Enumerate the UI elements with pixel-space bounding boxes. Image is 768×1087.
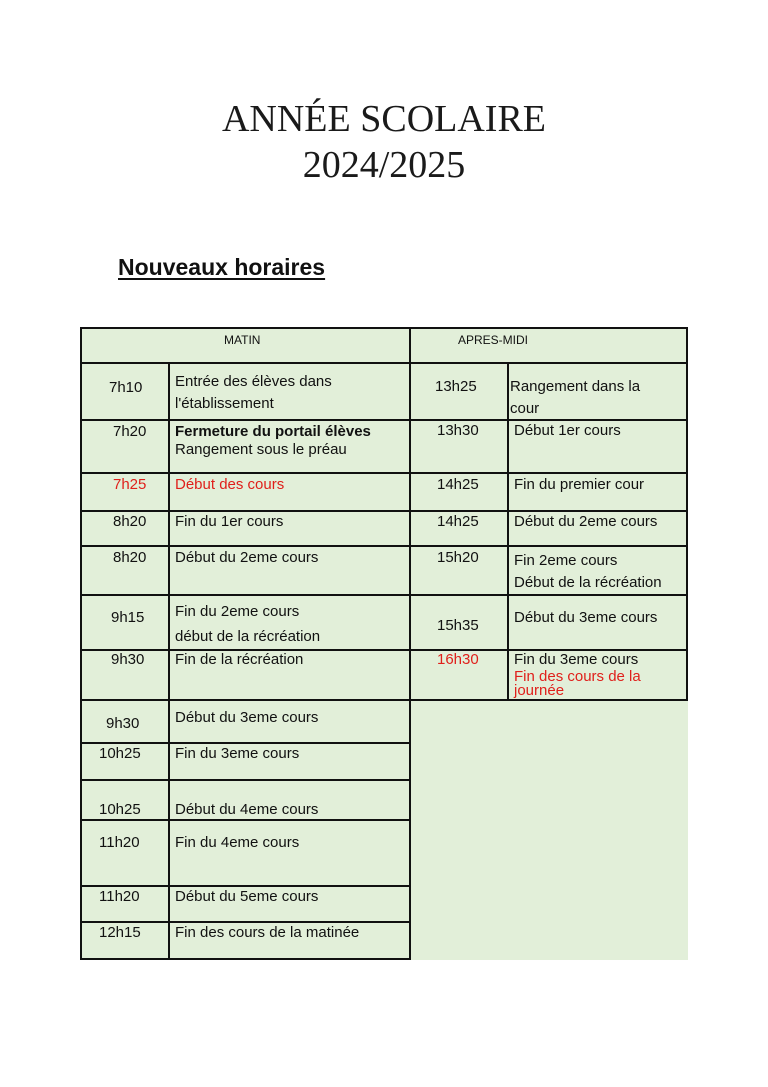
event-line: Fin du 2eme cours xyxy=(175,603,300,620)
row-divider xyxy=(80,510,688,512)
section-heading: Nouveaux horaires xyxy=(118,254,326,280)
morning-time: 8h20 xyxy=(113,513,147,530)
afternoon-event: Début du 3eme cours xyxy=(514,609,658,626)
row-divider xyxy=(80,594,688,596)
morning-time: 9h30 xyxy=(106,715,140,732)
event-line: Rangement dans la xyxy=(510,378,641,395)
morning-time: 9h30 xyxy=(111,651,145,668)
afternoon-event xyxy=(514,651,641,697)
document-title xyxy=(0,96,768,188)
afternoon-time: 14h25 xyxy=(437,513,479,530)
row-divider xyxy=(80,742,411,744)
event-line: journée xyxy=(514,682,565,699)
morning-time: 7h20 xyxy=(113,423,147,440)
morning-time: 11h20 xyxy=(99,834,140,851)
row-divider xyxy=(80,699,688,701)
morning-event: Début du 2eme cours xyxy=(175,549,319,566)
table-border xyxy=(80,958,411,960)
morning-event: Début du 5eme cours xyxy=(175,888,319,905)
afternoon-event xyxy=(510,378,640,418)
morning-event: Début du 3eme cours xyxy=(175,709,319,726)
row-divider xyxy=(80,779,411,781)
morning-time: 10h25 xyxy=(99,745,141,762)
row-divider xyxy=(80,885,411,887)
morning-time: 12h15 xyxy=(99,924,141,941)
header-morning: MATIN xyxy=(224,333,261,347)
schedule-table xyxy=(80,327,688,960)
morning-time: 7h25 xyxy=(113,476,147,493)
afternoon-event xyxy=(514,552,662,592)
morning-event xyxy=(175,423,371,459)
event-line: Entrée des élèves dans xyxy=(175,373,332,390)
afternoon-time: 15h35 xyxy=(437,617,479,634)
row-divider xyxy=(80,362,688,364)
morning-event: Début des cours xyxy=(175,476,285,493)
afternoon-time: 16h30 xyxy=(437,651,479,668)
morning-event xyxy=(175,603,320,646)
event-line: Début de la récréation xyxy=(514,574,662,591)
afternoon-event: Fin du premier cour xyxy=(514,476,645,493)
event-line: cour xyxy=(510,400,540,417)
row-divider xyxy=(80,545,688,547)
morning-event: Fin des cours de la matinée xyxy=(175,924,360,941)
morning-time: 11h20 xyxy=(99,888,140,905)
morning-event xyxy=(175,373,332,413)
table-border xyxy=(409,327,411,960)
afternoon-event: Début du 2eme cours xyxy=(514,513,658,530)
event-line: Fermeture du portail élèves xyxy=(175,423,371,440)
afternoon-event: Début 1er cours xyxy=(514,422,621,439)
event-line: Fin du 3eme cours xyxy=(514,651,639,668)
afternoon-time: 15h20 xyxy=(437,549,479,566)
event-line: début de la récréation xyxy=(175,628,321,645)
morning-event: Fin du 3eme cours xyxy=(175,745,300,762)
afternoon-time: 13h30 xyxy=(437,422,479,439)
event-line: Fin 2eme cours xyxy=(514,552,618,569)
title-line-1: ANNÉE SCOLAIRE xyxy=(221,98,547,140)
row-divider xyxy=(80,921,411,923)
morning-event: Fin du 1er cours xyxy=(175,513,284,530)
morning-event: Début du 4eme cours xyxy=(175,801,319,818)
afternoon-time: 13h25 xyxy=(435,378,477,395)
morning-event: Fin du 4eme cours xyxy=(175,834,300,851)
afternoon-time: 14h25 xyxy=(437,476,479,493)
table-border xyxy=(80,327,688,329)
morning-event: Fin de la récréation xyxy=(175,651,304,668)
morning-time: 10h25 xyxy=(99,801,141,818)
morning-time: 7h10 xyxy=(109,379,143,396)
table-border xyxy=(80,327,82,960)
row-divider xyxy=(80,472,688,474)
row-divider xyxy=(80,819,411,821)
table-border xyxy=(686,327,688,700)
row-divider xyxy=(80,419,688,421)
morning-time: 9h15 xyxy=(111,609,145,626)
event-line: Fin des cours de la xyxy=(514,668,641,685)
morning-time: 8h20 xyxy=(113,549,147,566)
column-divider xyxy=(168,363,170,960)
event-line: l'établissement xyxy=(175,395,274,412)
event-line: Rangement sous le préau xyxy=(175,441,347,458)
title-line-2: 2024/2025 xyxy=(302,144,466,186)
header-afternoon: APRES-MIDI xyxy=(458,333,529,347)
